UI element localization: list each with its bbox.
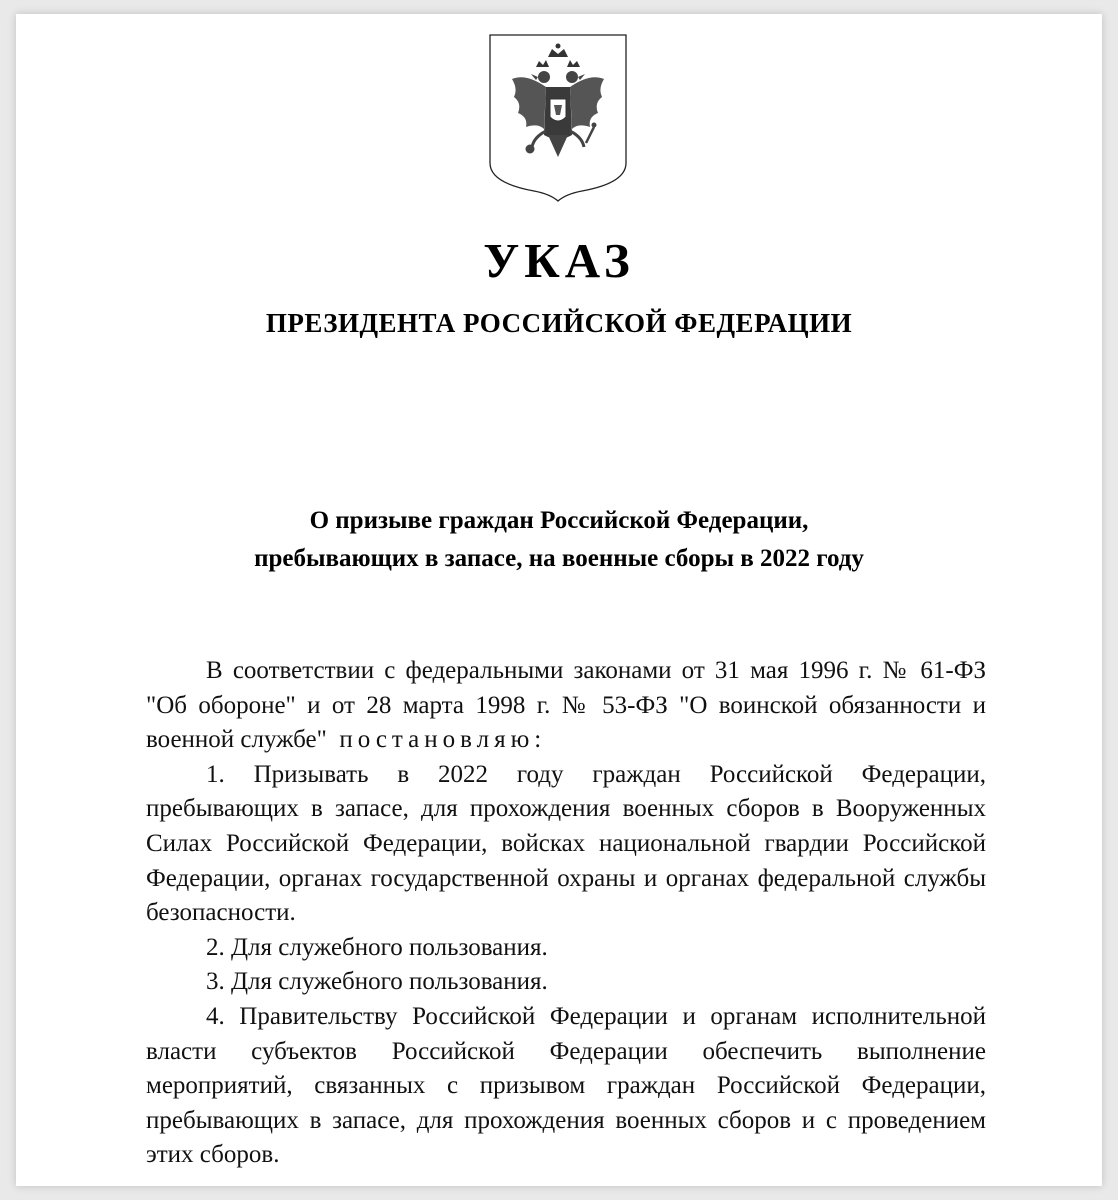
decree-heading-line-2: пребывающих в запасе, на военные сборы в 2022 году [254, 545, 864, 572]
decree-item-2: 2. Для служебного пользования. [206, 933, 548, 961]
decree-item-3: 3. Для служебного пользования. [206, 968, 548, 996]
document-title: УКАЗ [483, 233, 635, 288]
decree-item-1: 1. Призывать в 2022 году граждан Российской Федерации, пребывающих в запасе, для прохождения военных сборов в Вооруженных Силах Российской Федерации, войсках национальной гвардии Российской Федерации, органах государственной охраны и органах федеральной службы безопасности. [146, 760, 986, 927]
decree-item-4: 4. Правительству Российской Федерации и органам исполнительной власти субъектов Российской Федерации обеспечить выполнение мероприятий, связанных с призывом граждан Российской Федерации, пребывающих в запасе, для прохождения военных сборов и с проведением этих сборов. [146, 1002, 986, 1169]
decree-heading-line-1: О призыве граждан Российской Федерации, [309, 507, 809, 534]
document-subtitle: ПРЕЗИДЕНТА РОССИЙСКОЙ ФЕДЕРАЦИИ [265, 308, 853, 338]
document-page [16, 14, 1102, 1186]
preamble-text: В соответствии с федеральными законами от 31 мая 1996 г. № 61-ФЗ "Об обороне" и от 28 марта 1998 г. № 53-ФЗ "О воинской обязанности и военной службе" [146, 657, 986, 754]
decree-body [146, 654, 986, 1173]
preamble-paragraph [146, 654, 986, 758]
decree-word: постановляю: [339, 726, 547, 754]
coat-of-arms-icon [486, 31, 630, 203]
decree-heading [146, 502, 972, 578]
